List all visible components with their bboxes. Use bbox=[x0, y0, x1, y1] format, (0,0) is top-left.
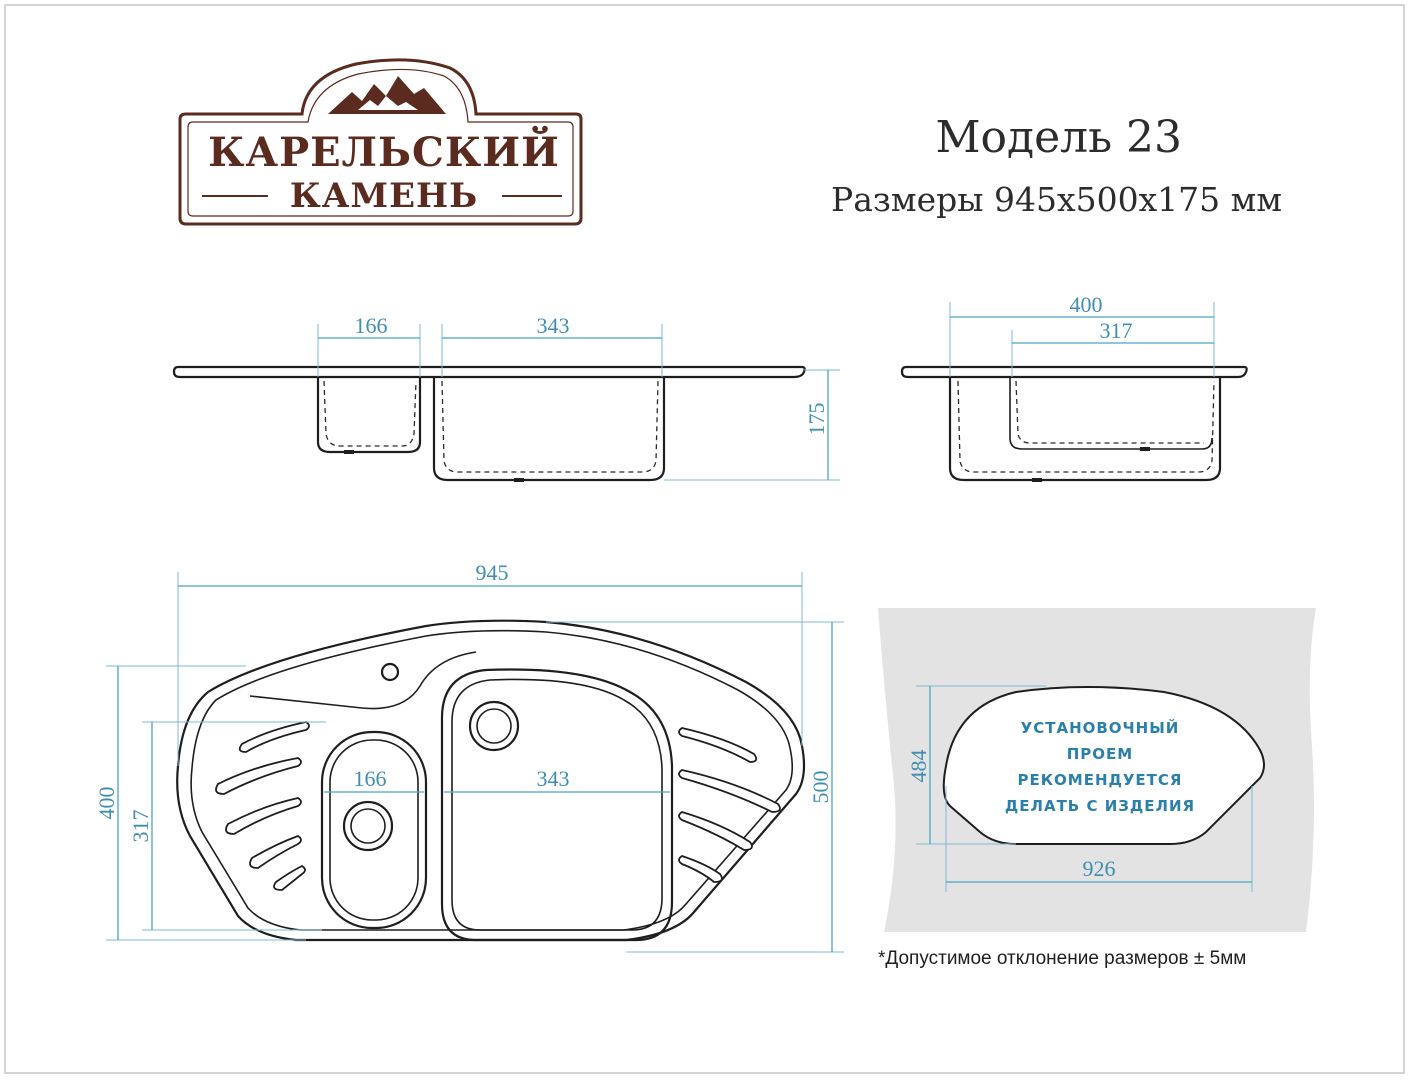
model-title: Модель 23 bbox=[935, 112, 1182, 163]
brand-line-1: КАРЕЛЬСКИЙ bbox=[208, 129, 560, 176]
dim-side-inner: 317 bbox=[1099, 318, 1133, 343]
dim-top-large-bowl: 343 bbox=[536, 766, 570, 791]
cutout-shape bbox=[944, 687, 1264, 844]
small-bowl bbox=[322, 732, 426, 928]
cutout-label-1: УСТАНОВОЧНЫЙ bbox=[1020, 719, 1180, 737]
side-outer-bowl-inner bbox=[958, 381, 1214, 472]
large-bowl-inner bbox=[452, 679, 662, 930]
technical-drawing bbox=[6, 6, 1407, 1076]
groove-left-4 bbox=[250, 836, 301, 868]
front-view bbox=[174, 313, 840, 480]
groove-left-2 bbox=[216, 758, 301, 794]
tolerance-note: *Допустимое отклонение размеров ± 5мм bbox=[878, 948, 1247, 969]
front-small-bowl bbox=[318, 377, 420, 452]
dim-total-depth: 500 bbox=[808, 770, 833, 804]
side-rim bbox=[902, 367, 1247, 377]
dimensions-title: Размеры 945х500х175 мм bbox=[831, 180, 1282, 219]
side-outer-bowl bbox=[950, 377, 1220, 480]
dim-total-width: 945 bbox=[475, 560, 509, 585]
top-view bbox=[94, 560, 844, 952]
groove-right-4 bbox=[679, 856, 722, 882]
left-drainer bbox=[216, 722, 309, 890]
dim-front-large-bowl: 343 bbox=[536, 313, 570, 338]
groove-right-1 bbox=[679, 728, 756, 762]
dim-depth: 175 bbox=[804, 402, 829, 436]
right-drainer bbox=[679, 728, 780, 882]
dim-cutout-depth: 484 bbox=[906, 749, 931, 783]
small-bowl-drain-inner bbox=[351, 809, 385, 843]
front-large-bowl-inner bbox=[442, 381, 658, 472]
side-inner-bowl bbox=[1010, 377, 1212, 449]
groove-right-2 bbox=[679, 770, 780, 812]
drawing-sheet bbox=[4, 4, 1405, 1074]
tap-hole bbox=[382, 664, 398, 680]
large-bowl-drain-inner bbox=[477, 709, 511, 743]
brand-logo bbox=[180, 60, 581, 224]
side-view bbox=[902, 292, 1247, 480]
front-small-bowl-inner bbox=[324, 381, 416, 446]
side-inner-bowl-dashed bbox=[1016, 381, 1204, 443]
dim-front-small-bowl: 166 bbox=[354, 313, 388, 338]
dim-side-outer: 400 bbox=[1069, 292, 1103, 317]
cutout-label-3: РЕКОМЕНДУЕТСЯ bbox=[1017, 771, 1183, 789]
front-rim bbox=[174, 367, 805, 377]
groove-right-3 bbox=[679, 812, 752, 850]
dim-side-depth: 400 bbox=[94, 786, 119, 820]
dim-cutout-width: 926 bbox=[1082, 856, 1116, 881]
cutout-label-4: ДЕЛАТЬ С ИЗДЕЛИЯ bbox=[1004, 797, 1196, 815]
front-large-bowl bbox=[434, 377, 664, 480]
dim-top-small-bowl: 166 bbox=[353, 766, 387, 791]
brand-line-2: КАМЕНЬ bbox=[289, 176, 479, 216]
dim-bowl-depth: 317 bbox=[128, 809, 153, 843]
groove-left-5 bbox=[274, 866, 305, 890]
cutout-label-2: ПРОЕМ bbox=[1066, 745, 1134, 763]
groove-left-3 bbox=[226, 798, 301, 834]
groove-left-1 bbox=[240, 722, 309, 752]
cutout-panel bbox=[878, 608, 1316, 932]
